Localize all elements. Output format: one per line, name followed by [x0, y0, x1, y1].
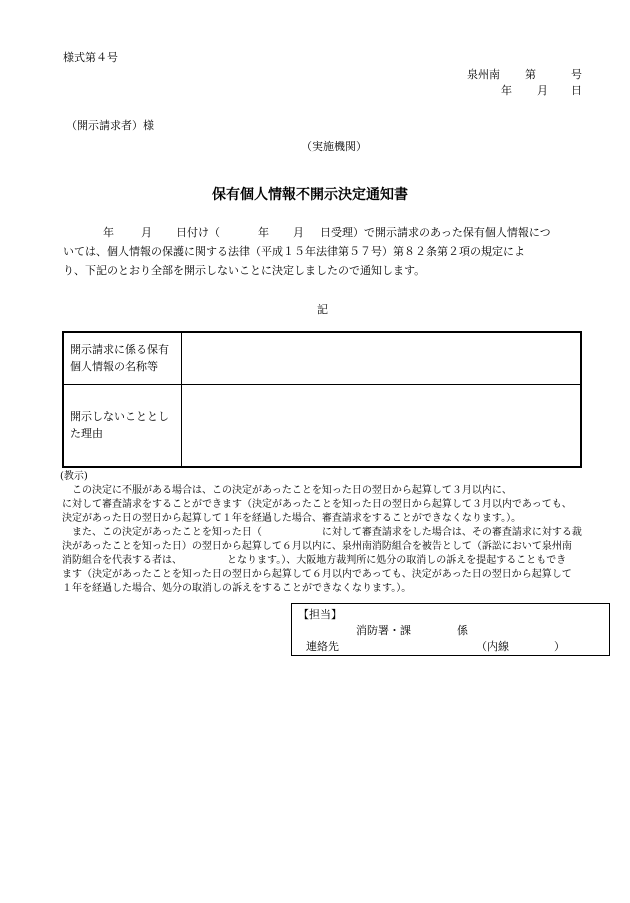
- body-year-1: 年: [103, 226, 114, 239]
- notice-line: また、この決定があったことを知った日（ に対して審査請求をした場合は、その審査請求に対する裁: [62, 527, 582, 538]
- contact-kakari: 係: [457, 624, 468, 637]
- notice-line: 決があったことを知った日）の翌日から起算して６月以内に、泉州南消防組合を被告として（訴訟において泉州南: [62, 541, 572, 552]
- value-info-name: [182, 332, 582, 384]
- notice-heading: (教示): [60, 471, 88, 482]
- body-line-3: り、下記のとおり全部を開示しないことに決定しましたので通知します。: [63, 264, 426, 277]
- requester-label: （開示請求者）様: [66, 119, 154, 132]
- disclosure-table: [62, 331, 582, 468]
- document-title: 保有個人情報不開示決定通知書: [212, 187, 408, 203]
- body-year-2: 年: [258, 226, 269, 239]
- notice-line: 消防組合を代表する者は、 となります。）、大阪地方裁判所に処分の取消しの訴えを提起することもでき: [62, 555, 567, 566]
- body-date-suffix: 日付け（: [176, 226, 220, 239]
- ki-marker: 記: [317, 303, 328, 316]
- label-info-name: 開示請求に係る保有個人情報の名称等: [63, 332, 182, 384]
- contact-dept: 消防署・課: [356, 624, 411, 637]
- doc-number-go: 号: [571, 68, 582, 81]
- form-number: 様式第４号: [63, 51, 118, 64]
- body-month-1: 月: [141, 226, 152, 239]
- label-reason: 開示しないこととした理由: [63, 384, 182, 467]
- notice-line: ます（決定があったことを知った日の翌日から起算して６月以内であっても、決定があった日の翌日から起算して: [62, 569, 572, 580]
- notice-line: に対して審査請求をすることができます（決定があったことを知った日の翌日から起算して３月以内であっても、: [62, 499, 572, 510]
- body-month-2: 月: [293, 226, 304, 239]
- agency-label: （実施機関）: [301, 140, 367, 153]
- notice-line: この決定に不服がある場合は、この決定があったことを知った日の翌日から起算して３月以内に、: [62, 485, 512, 496]
- notice-line: 決定があった日の翌日から起算して１年を経過した場合、審査請求をすることができなくなります。）。: [62, 513, 522, 524]
- body-line-2: いては、個人情報の保護に関する法律（平成１５年法律第５７号）第８２条第２項の規定によ: [63, 245, 525, 258]
- contact-label: 連絡先: [306, 640, 339, 653]
- value-reason: [182, 384, 582, 467]
- contact-box: [291, 603, 610, 656]
- notice-line: １年を経過した場合、処分の取消しの訴えをすることができなくなります。）。: [62, 583, 412, 594]
- date-day: 日: [571, 84, 582, 97]
- body-received: 日受理）で開示請求のあった保有個人情報につ: [320, 226, 551, 239]
- date-month: 月: [537, 84, 548, 97]
- doc-number-dai: 第: [525, 68, 536, 81]
- appeal-notice: [62, 470, 584, 596]
- date-year: 年: [501, 84, 512, 97]
- doc-number-prefix: 泉州南: [467, 68, 500, 81]
- contact-close-paren: ）: [554, 640, 565, 653]
- contact-heading: 【担当】: [298, 608, 342, 621]
- contact-extension: （内線: [476, 640, 509, 653]
